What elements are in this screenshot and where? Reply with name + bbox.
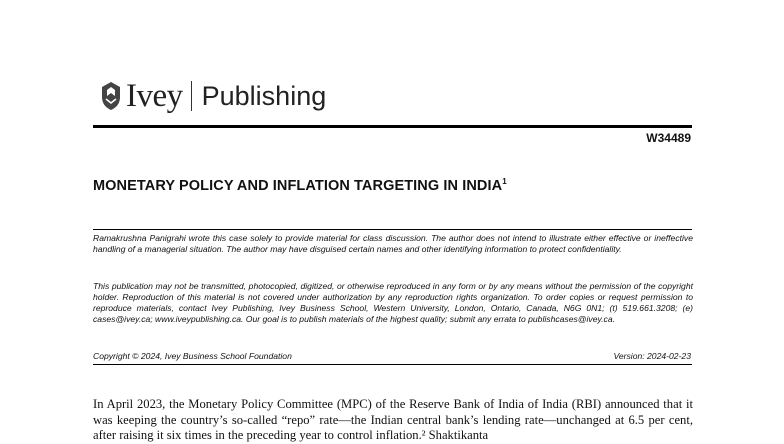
brand-name: Ivey <box>126 78 183 114</box>
logo-divider <box>191 81 192 111</box>
publisher-name: Publishing <box>201 81 327 111</box>
ivey-crest-icon <box>100 81 122 111</box>
header-rule <box>93 125 692 128</box>
copyright-line: Copyright © 2024, Ivey Business School Foundation <box>93 351 292 361</box>
body-paragraph: In April 2023, the Monetary Policy Committee (MPC) of the Reserve Bank of India of India (RBI) announced that it was keeping the country’s so-called “repo” rate—the Indian central bank’s lending rate—unchanged at 6.5 per cent, after raising it six times in the preceding year to control inflation.² Shaktikanta <box>93 397 693 443</box>
document-title <box>93 177 507 194</box>
disclaimer-top-rule <box>93 229 692 230</box>
version-label: Version: 2024-02-23 <box>613 351 691 361</box>
copyright-notice: This publication may not be transmitted, photocopied, digitized, or otherwise reproduced in any form or by any means without the permission of the copyright holder. Reproduction of this material is not covered under authorization by any reproduction rights organization. To order copies or request permission to reproduce materials, contact Ivey Publishing, Ivey Business School, Western University, London, Ontario, Canada, N6G 0N1; (t) 519.661.3208; (e) cases@ivey.ca; www.iveypublishing.ca. Our goal is to publish materials of the highest quality; submit any errata to publishcases@ivey.ca. <box>93 281 693 325</box>
title-footnote-marker: 1 <box>502 177 507 186</box>
case-number: W34489 <box>646 131 691 145</box>
title-text: MONETARY POLICY AND INFLATION TARGETING IN INDIA <box>93 177 503 194</box>
authorship-disclaimer: Ramakrushna Panigrahi wrote this case solely to provide material for class discussion. The author does not intend to illustrate either effective or ineffective handling of a managerial situation. The author may have disguised certain names and other identifying information to protect confidentiality. <box>93 233 693 255</box>
ivey-publishing-logo <box>100 78 326 114</box>
disclaimer-bottom-rule <box>93 364 692 365</box>
